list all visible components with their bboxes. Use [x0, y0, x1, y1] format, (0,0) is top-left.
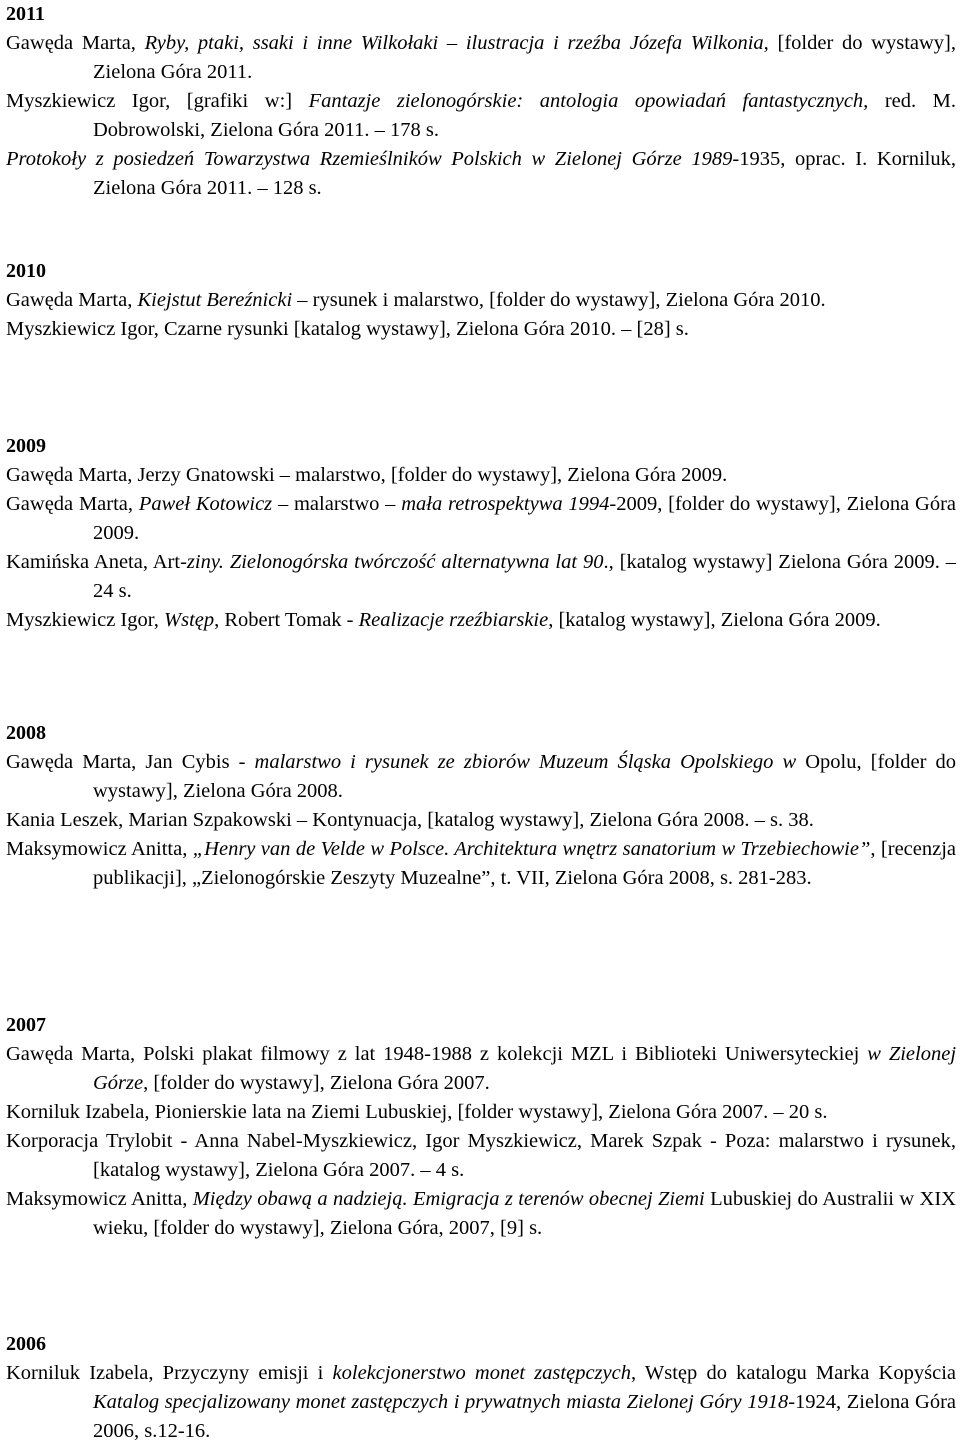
entry-text: , [folder do wystawy], Zielona Góra 2007.: [143, 1072, 490, 1094]
entry-text: red. M. Dobrowolski, Zielona Góra 2011. – 178 s.: [93, 90, 956, 141]
entry-text: Myszkiewicz Igor, [grafiki w:]: [6, 90, 309, 112]
entry-text: – rysunek i malarstwo, [folder do wystawy], Zielona Góra 2010.: [292, 289, 826, 311]
bibliography-entry: [6, 461, 956, 490]
bibliography-entry: [6, 145, 956, 203]
year-heading: 2010: [6, 260, 46, 282]
bibliography-entry: [6, 315, 956, 344]
entry-text: Gawęda Marta,: [6, 493, 139, 515]
bibliography-entry: [6, 1040, 956, 1098]
entry-text: Kamińska Aneta, Art-: [6, 551, 187, 573]
entry-text: Korporacja Trylobit - Anna Nabel-Myszkiewicz, Igor Myszkiewicz, Marek Szpak - Poza: malarstwo i rysunek, [katalog wystawy], Zielona Góra 2007. – 4 s.: [6, 1130, 956, 1181]
bibliography-entry: [6, 87, 956, 145]
entry-text: Korniluk Izabela, Przyczyny emisji i: [6, 1362, 333, 1384]
italic-text: kolekcjonerstwo monet zastępczych: [332, 1362, 631, 1384]
italic-text: Ryby, ptaki, ssaki i inne Wilkołaki – ilustracja i rzeźba Józefa Wilkonia,: [144, 32, 769, 54]
bibliography-entry: [6, 29, 956, 87]
year-heading: 2006: [6, 1333, 46, 1355]
bibliography-entry: [6, 490, 956, 548]
italic-text: w Zielonej Górze: [93, 1043, 957, 1094]
section-2011: [6, 0, 956, 203]
section-2008: [6, 719, 956, 893]
entry-text: Gawęda Marta, Polski plakat filmowy z lat 1948-1988 z kolekcji MZL i Biblioteki Uniwersyteckiej: [6, 1043, 868, 1065]
bibliography-entry: [6, 1127, 956, 1185]
entry-text: Gawęda Marta,: [6, 289, 138, 311]
section-2009: [6, 432, 956, 635]
italic-text: malarstwo i rysunek ze zbiorów Muzeum Śląska Opolskiego w: [254, 751, 797, 773]
entry-text: -1924, Zielona Góra 2006, s.12-16.: [93, 1391, 957, 1442]
italic-text: Między obawą a nadzieją. Emigracja z terenów obecnej Ziemi: [192, 1188, 705, 1210]
entry-text: Gawęda Marta, Jan Cybis -: [6, 751, 255, 773]
entry-text: , Robert Tomak -: [214, 609, 359, 631]
bibliography-entry: [6, 1098, 956, 1127]
entry-text: -1935, oprac. I. Korniluk, Zielona Góra 2011. – 128 s.: [93, 148, 956, 199]
entry-text: Lubuskiej do Australii w XIX wieku, [folder do wystawy], Zielona Góra, 2007, [9] s.: [93, 1188, 956, 1239]
italic-text: ziny. Zielonogórska twórczość alternatywna lat 90: [186, 551, 604, 573]
bibliography-entry: [6, 1185, 956, 1243]
section-2007: [6, 1011, 956, 1243]
italic-text: Kiejstut Bereźnicki: [137, 289, 293, 311]
year-heading: 2011: [6, 3, 45, 25]
entry-text: Myszkiewicz Igor, Czarne rysunki [katalog wystawy], Zielona Góra 2010. – [28] s.: [6, 318, 689, 340]
year-heading: 2007: [6, 1014, 46, 1036]
entry-text: Opolu, [folder do wystawy], Zielona Góra 2008.: [93, 751, 956, 802]
entry-text: Kania Leszek, Marian Szpakowski – Kontynuacja, [katalog wystawy], Zielona Góra 2008. – s. 38.: [6, 809, 814, 831]
entry-text: ., [katalog wystawy] Zielona Góra 2009. – 24 s.: [93, 551, 956, 602]
bibliography-entry: [6, 835, 956, 893]
bibliography-entry: [6, 748, 956, 806]
entry-text: , Wstęp do katalogu Marka Kopyścia: [630, 1362, 956, 1384]
bibliography-entry: [6, 286, 956, 315]
entry-text: Gawęda Marta,: [6, 32, 145, 54]
italic-text: mała retrospektywa 1994: [401, 493, 610, 515]
entry-text: Maksymowicz Anitta,: [6, 838, 193, 860]
italic-text: Paweł Kotowicz: [138, 493, 273, 515]
bibliography-entry: [6, 1359, 956, 1446]
entry-text: – malarstwo –: [272, 493, 402, 515]
bibliography-entry: [6, 806, 956, 835]
italic-text: „Henry van de Velde w Polsce. Architektura wnętrz sanatorium w Trzebiechowie”: [192, 838, 871, 860]
entry-text: -2009, [folder do wystawy], Zielona Góra 2009.: [93, 493, 956, 544]
bibliography-entry: [6, 606, 956, 635]
entry-text: , [katalog wystawy], Zielona Góra 2009.: [548, 609, 881, 631]
bibliography-entry: [6, 548, 956, 606]
section-2006: [6, 1330, 956, 1446]
italic-text: Katalog specjalizowany monet zastępczych i prywatnych miasta Zielonej Góry 1918: [93, 1391, 789, 1413]
entry-text: Korniluk Izabela, Pionierskie lata na Ziemi Lubuskiej, [folder wystawy], Zielona Góra 2007. – 20 s.: [6, 1101, 828, 1123]
entry-text: Myszkiewicz Igor,: [6, 609, 165, 631]
italic-text: Realizacje rzeźbiarskie: [358, 609, 549, 631]
italic-text: Protokoły z posiedzeń Towarzystwa Rzemieślników Polskich w Zielonej Górze 1989: [6, 148, 733, 170]
italic-text: Wstęp: [164, 609, 215, 631]
entry-text: , [recenzja publikacji], „Zielonogórskie Zeszyty Muzealne”, t. VII, Zielona Góra 2008, s. 281-283.: [93, 838, 957, 889]
italic-text: Fantazje zielonogórskie: antologia opowiadań fantastycznych,: [308, 90, 869, 112]
entry-text: Gawęda Marta, Jerzy Gnatowski – malarstwo, [folder do wystawy], Zielona Góra 2009.: [6, 464, 728, 486]
year-heading: 2009: [6, 435, 46, 457]
entry-text: Maksymowicz Anitta,: [6, 1188, 193, 1210]
entry-text: [folder do wystawy], Zielona Góra 2011.: [93, 32, 956, 83]
year-heading: 2008: [6, 722, 46, 744]
section-2010: [6, 257, 956, 344]
